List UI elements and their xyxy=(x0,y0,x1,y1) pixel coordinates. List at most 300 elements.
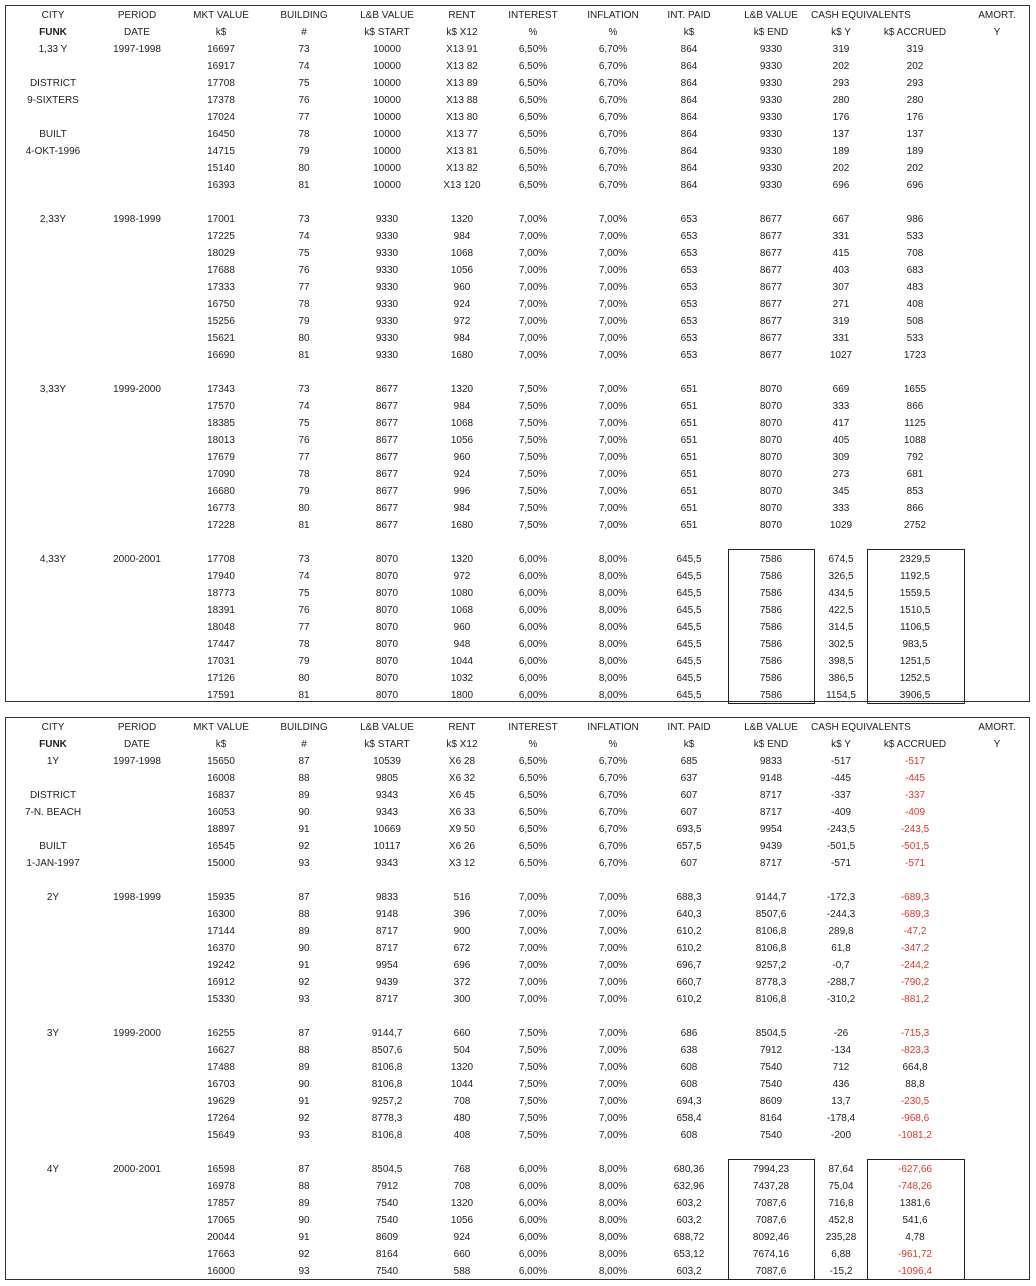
cash-accrued-cell: -1096,4 xyxy=(898,1266,932,1277)
lb-value-end-cell: 8070 xyxy=(759,486,783,497)
cash-y-cell: -337 xyxy=(830,790,851,801)
lb-value-start-cell: 8164 xyxy=(375,1249,399,1260)
inflation-cell: 7,00% xyxy=(598,503,628,514)
table-row xyxy=(6,957,1029,974)
cash-y-cell: 674,5 xyxy=(828,554,854,565)
period-label: 2,33Y xyxy=(39,214,67,225)
table-row xyxy=(6,75,1029,92)
int-paid-cell: 608 xyxy=(680,1130,698,1141)
interest-cell: 7,50% xyxy=(518,486,548,497)
inflation-cell: 8,00% xyxy=(598,1181,628,1192)
lb-value-start-cell: 9330 xyxy=(375,350,399,361)
column-header-lb-value-start: L&B VALUE xyxy=(360,722,414,733)
lb-value-end-cell: 8070 xyxy=(759,452,783,463)
inflation-cell: 8,00% xyxy=(598,1266,628,1277)
cash-y-cell: 280 xyxy=(832,95,850,106)
mkt-value-cell: 16300 xyxy=(207,909,235,920)
inflation-cell: 8,00% xyxy=(598,605,628,616)
rent-cell: 768 xyxy=(453,1164,471,1175)
lb-value-end-cell: 7540 xyxy=(759,1130,783,1141)
rent-cell: X13 77 xyxy=(446,129,478,140)
mkt-value-cell: 15256 xyxy=(207,316,235,327)
column-header-mkt-value: MKT VALUE xyxy=(193,722,249,733)
lb-value-start-cell: 9330 xyxy=(375,299,399,310)
lb-value-start-cell: 10000 xyxy=(373,112,401,123)
interest-cell: 6,50% xyxy=(518,807,548,818)
column-unit-mkt-value: k$ xyxy=(215,27,227,38)
mkt-value-cell: 16255 xyxy=(207,1028,235,1039)
building-cell: 75 xyxy=(298,248,310,259)
cash-y-cell: 302,5 xyxy=(828,639,854,650)
int-paid-cell: 653 xyxy=(680,299,698,310)
cash-accrued-cell: 176 xyxy=(906,112,924,123)
column-header-building: BUILDING xyxy=(280,722,328,733)
rent-cell: 372 xyxy=(453,977,471,988)
building-cell: 75 xyxy=(298,588,310,599)
cash-y-cell: 293 xyxy=(832,78,850,89)
lb-value-start-cell: 10000 xyxy=(373,163,401,174)
int-paid-cell: 653 xyxy=(680,265,698,276)
lb-value-start-cell: 10000 xyxy=(373,180,401,191)
cash-y-cell: 386,5 xyxy=(828,673,854,684)
lb-value-end-cell: 9330 xyxy=(759,95,783,106)
lb-value-start-cell: 8070 xyxy=(375,571,399,582)
building-cell: 73 xyxy=(298,554,310,565)
building-cell: 91 xyxy=(298,824,310,835)
column-unit-rent: k$ X12 xyxy=(446,739,478,750)
int-paid-cell: 653 xyxy=(680,282,698,293)
building-cell: 81 xyxy=(298,520,310,531)
mkt-value-cell: 17090 xyxy=(207,469,235,480)
building-cell: 76 xyxy=(298,435,310,446)
mkt-value-cell: 17591 xyxy=(207,690,235,701)
int-paid-cell: 686 xyxy=(680,1028,698,1039)
cash-accrued-cell: 533 xyxy=(906,231,924,242)
mkt-value-cell: 16053 xyxy=(207,807,235,818)
mkt-value-cell: 17225 xyxy=(207,231,235,242)
table-row xyxy=(6,821,1029,838)
interest-cell: 7,50% xyxy=(518,435,548,446)
rent-cell: 696 xyxy=(453,960,471,971)
period-date: 1999-2000 xyxy=(113,384,161,395)
cash-y-cell: 13,7 xyxy=(831,1096,851,1107)
column-header-inflation: INFLATION xyxy=(587,10,639,21)
cash-y-cell: 716,8 xyxy=(828,1198,854,1209)
rent-cell: 480 xyxy=(453,1113,471,1124)
column-header-lb-value-end: L&B VALUE xyxy=(744,10,798,21)
column-header-lb-value-start: L&B VALUE xyxy=(360,10,414,21)
cash-accrued-cell: 541,6 xyxy=(902,1215,928,1226)
lb-value-start-cell: 9330 xyxy=(375,316,399,327)
mkt-value-cell: 16837 xyxy=(207,790,235,801)
inflation-cell: 8,00% xyxy=(598,588,628,599)
int-paid-cell: 603,2 xyxy=(676,1198,702,1209)
building-cell: 78 xyxy=(298,129,310,140)
rent-cell: X13 82 xyxy=(446,61,478,72)
lb-value-end-cell: 8677 xyxy=(759,350,783,361)
lb-value-start-cell: 9330 xyxy=(375,265,399,276)
lb-value-end-highlight-box xyxy=(728,549,815,704)
rent-cell: 1680 xyxy=(450,520,474,531)
rent-cell: 1044 xyxy=(450,1079,474,1090)
interest-cell: 6,50% xyxy=(518,841,548,852)
table-row xyxy=(6,1127,1029,1144)
interest-cell: 7,50% xyxy=(518,384,548,395)
column-header-interest: INTEREST xyxy=(508,722,558,733)
city-note: 1-JAN-1997 xyxy=(26,858,80,869)
table-header-row xyxy=(6,719,1029,736)
building-cell: 75 xyxy=(298,78,310,89)
rent-cell: 504 xyxy=(453,1045,471,1056)
cash-accrued-highlight-box xyxy=(867,549,965,704)
cash-accrued-cell: -961,72 xyxy=(898,1249,932,1260)
cash-accrued-cell: -243,5 xyxy=(900,824,930,835)
building-cell: 74 xyxy=(298,401,310,412)
interest-cell: 7,50% xyxy=(518,1062,548,1073)
mkt-value-cell: 17378 xyxy=(207,95,235,106)
table-subheader-row xyxy=(6,24,1029,41)
inflation-cell: 7,00% xyxy=(598,401,628,412)
city-note: DISTRICT xyxy=(29,790,77,801)
period-date: 2000-2001 xyxy=(113,1164,161,1175)
mkt-value-cell: 17343 xyxy=(207,384,235,395)
interest-cell: 6,00% xyxy=(518,571,548,582)
building-cell: 87 xyxy=(298,756,310,767)
interest-cell: 7,50% xyxy=(518,1045,548,1056)
int-paid-cell: 645,5 xyxy=(676,588,702,599)
period-label: 4,33Y xyxy=(39,554,67,565)
lb-value-start-cell: 8070 xyxy=(375,554,399,565)
inflation-cell: 6,70% xyxy=(598,78,628,89)
building-cell: 80 xyxy=(298,673,310,684)
table-header-row xyxy=(6,7,1029,24)
building-cell: 90 xyxy=(298,1079,310,1090)
mkt-value-cell: 17663 xyxy=(207,1249,235,1260)
building-cell: 93 xyxy=(298,858,310,869)
lb-value-start-cell: 9144,7 xyxy=(371,1028,403,1039)
cash-y-cell: 6,88 xyxy=(831,1249,851,1260)
lb-value-start-cell: 9343 xyxy=(375,807,399,818)
cash-y-cell: 667 xyxy=(832,214,850,225)
cash-y-cell: -178,4 xyxy=(826,1113,856,1124)
interest-cell: 6,00% xyxy=(518,1215,548,1226)
building-cell: 76 xyxy=(298,95,310,106)
building-cell: 93 xyxy=(298,994,310,1005)
interest-cell: 7,50% xyxy=(518,452,548,463)
lb-value-end-cell: 7586 xyxy=(759,605,783,616)
lb-value-start-cell: 9343 xyxy=(375,790,399,801)
lb-value-start-cell: 8507,6 xyxy=(371,1045,403,1056)
lb-value-start-cell: 8717 xyxy=(375,943,399,954)
cash-accrued-cell: -244,2 xyxy=(900,960,930,971)
inflation-cell: 8,00% xyxy=(598,1232,628,1243)
rent-cell: 972 xyxy=(453,316,471,327)
lb-value-end-cell: 7586 xyxy=(759,588,783,599)
int-paid-cell: 658,4 xyxy=(676,1113,702,1124)
mkt-value-cell: 17688 xyxy=(207,265,235,276)
mkt-value-cell: 16912 xyxy=(207,977,235,988)
lb-value-end-cell: 7586 xyxy=(759,690,783,701)
cash-y-cell: 202 xyxy=(832,61,850,72)
table-row xyxy=(6,517,1029,534)
interest-cell: 7,00% xyxy=(518,214,548,225)
inflation-cell: 7,00% xyxy=(598,248,628,259)
building-cell: 89 xyxy=(298,790,310,801)
inflation-cell: 6,70% xyxy=(598,756,628,767)
mkt-value-cell: 18013 xyxy=(207,435,235,446)
building-cell: 78 xyxy=(298,469,310,480)
building-cell: 93 xyxy=(298,1266,310,1277)
column-header-period-date: PERIOD xyxy=(117,10,157,21)
inflation-cell: 7,00% xyxy=(598,231,628,242)
interest-cell: 7,50% xyxy=(518,1028,548,1039)
rent-cell: X6 26 xyxy=(448,841,476,852)
cash-accrued-cell: -627,66 xyxy=(898,1164,932,1175)
building-cell: 79 xyxy=(298,486,310,497)
inflation-cell: 8,00% xyxy=(598,1198,628,1209)
interest-cell: 6,50% xyxy=(518,61,548,72)
period-date: 2000-2001 xyxy=(113,554,161,565)
lb-value-start-cell: 8106,8 xyxy=(371,1062,403,1073)
table-row xyxy=(6,753,1029,770)
int-paid-cell: 607 xyxy=(680,790,698,801)
rent-cell: X6 32 xyxy=(448,773,476,784)
building-cell: 93 xyxy=(298,1130,310,1141)
lb-value-start-cell: 8677 xyxy=(375,486,399,497)
cash-y-cell: -26 xyxy=(833,1028,849,1039)
inflation-cell: 6,70% xyxy=(598,790,628,801)
inflation-cell: 7,00% xyxy=(598,469,628,480)
inflation-cell: 7,00% xyxy=(598,350,628,361)
lb-value-end-highlight-box xyxy=(728,1159,815,1280)
cash-accrued-cell: 189 xyxy=(906,146,924,157)
building-cell: 77 xyxy=(298,452,310,463)
lb-value-end-cell: 7087,6 xyxy=(755,1266,787,1277)
column-unit-city-funk: FUNK xyxy=(39,739,67,750)
int-paid-cell: 864 xyxy=(680,146,698,157)
inflation-cell: 6,70% xyxy=(598,95,628,106)
lb-value-start-cell: 10000 xyxy=(373,44,401,55)
interest-cell: 6,00% xyxy=(518,1181,548,1192)
cash-accrued-cell: 293 xyxy=(906,78,924,89)
cash-y-cell: 1029 xyxy=(829,520,853,531)
cash-accrued-cell: -968,6 xyxy=(900,1113,930,1124)
lb-value-start-cell: 8677 xyxy=(375,520,399,531)
cash-accrued-cell: 533 xyxy=(906,333,924,344)
interest-cell: 6,50% xyxy=(518,163,548,174)
column-unit-lb-value-start: k$ START xyxy=(364,27,410,38)
lb-value-start-cell: 9257,2 xyxy=(371,1096,403,1107)
interest-cell: 6,50% xyxy=(518,95,548,106)
lb-value-end-cell: 7540 xyxy=(759,1079,783,1090)
inflation-cell: 8,00% xyxy=(598,690,628,701)
rent-cell: 984 xyxy=(453,231,471,242)
cash-accrued-cell: -823,3 xyxy=(900,1045,930,1056)
cash-y-cell: -134 xyxy=(830,1045,851,1056)
mkt-value-cell: 16773 xyxy=(207,503,235,514)
table-row xyxy=(6,974,1029,991)
cash-accrued-cell: -748,26 xyxy=(898,1181,932,1192)
cash-accrued-cell: 664,8 xyxy=(902,1062,928,1073)
cash-accrued-cell: -501,5 xyxy=(900,841,930,852)
cash-y-cell: 271 xyxy=(832,299,850,310)
inflation-cell: 7,00% xyxy=(598,977,628,988)
int-paid-cell: 651 xyxy=(680,520,698,531)
interest-cell: 6,00% xyxy=(518,588,548,599)
int-paid-cell: 607 xyxy=(680,858,698,869)
int-paid-cell: 685 xyxy=(680,756,698,767)
building-cell: 77 xyxy=(298,282,310,293)
cash-y-cell: 403 xyxy=(832,265,850,276)
cash-y-cell: 417 xyxy=(832,418,850,429)
cash-y-cell: 452,8 xyxy=(828,1215,854,1226)
inflation-cell: 6,70% xyxy=(598,129,628,140)
rent-cell: 924 xyxy=(453,299,471,310)
lb-value-end-cell: 7912 xyxy=(759,1045,783,1056)
interest-cell: 7,00% xyxy=(518,299,548,310)
inflation-cell: 7,00% xyxy=(598,282,628,293)
rent-cell: 924 xyxy=(453,469,471,480)
int-paid-cell: 864 xyxy=(680,129,698,140)
mkt-value-cell: 16978 xyxy=(207,1181,235,1192)
cash-accrued-cell: 202 xyxy=(906,61,924,72)
lb-value-start-cell: 7540 xyxy=(375,1215,399,1226)
interest-cell: 7,00% xyxy=(518,282,548,293)
rent-cell: 948 xyxy=(453,639,471,650)
period-label: 3,33Y xyxy=(39,384,67,395)
int-paid-cell: 640,3 xyxy=(676,909,702,920)
inflation-cell: 7,00% xyxy=(598,960,628,971)
cash-y-cell: 176 xyxy=(832,112,850,123)
rent-cell: 960 xyxy=(453,452,471,463)
lb-value-start-cell: 10539 xyxy=(373,756,401,767)
lb-value-start-cell: 9954 xyxy=(375,960,399,971)
cash-accrued-cell: 1088 xyxy=(903,435,927,446)
cash-y-cell: 436 xyxy=(832,1079,850,1090)
table-row xyxy=(6,483,1029,500)
lb-value-end-cell: 8070 xyxy=(759,520,783,531)
int-paid-cell: 680,36 xyxy=(673,1164,705,1175)
lb-value-end-cell: 8504,5 xyxy=(755,1028,787,1039)
lb-value-end-cell: 7087,6 xyxy=(755,1198,787,1209)
building-cell: 92 xyxy=(298,977,310,988)
cash-y-cell: 319 xyxy=(832,44,850,55)
mkt-value-cell: 15649 xyxy=(207,1130,235,1141)
column-unit-inflation: % xyxy=(608,739,618,750)
lb-value-start-cell: 10000 xyxy=(373,61,401,72)
cash-accrued-cell: 983,5 xyxy=(902,639,928,650)
column-unit-inflation: % xyxy=(608,27,618,38)
lb-value-start-cell: 9330 xyxy=(375,248,399,259)
lb-value-end-cell: 8717 xyxy=(759,807,783,818)
inflation-cell: 7,00% xyxy=(598,265,628,276)
inflation-cell: 7,00% xyxy=(598,384,628,395)
cash-accrued-cell: 1559,5 xyxy=(899,588,931,599)
rent-cell: 996 xyxy=(453,486,471,497)
lb-value-end-cell: 8070 xyxy=(759,435,783,446)
rent-cell: X13 81 xyxy=(446,146,478,157)
int-paid-cell: 657,5 xyxy=(676,841,702,852)
building-cell: 78 xyxy=(298,639,310,650)
int-paid-cell: 694,3 xyxy=(676,1096,702,1107)
table-row xyxy=(6,398,1029,415)
building-cell: 88 xyxy=(298,1045,310,1056)
lb-value-start-cell: 10000 xyxy=(373,129,401,140)
interest-cell: 6,50% xyxy=(518,112,548,123)
lb-value-end-cell: 9330 xyxy=(759,112,783,123)
table-row xyxy=(6,1059,1029,1076)
column-header-amort: AMORT. xyxy=(978,722,1016,733)
building-cell: 87 xyxy=(298,892,310,903)
int-paid-cell: 864 xyxy=(680,163,698,174)
building-cell: 79 xyxy=(298,146,310,157)
lb-value-end-cell: 9330 xyxy=(759,129,783,140)
table-row xyxy=(6,313,1029,330)
lb-value-start-cell: 8070 xyxy=(375,639,399,650)
mkt-value-cell: 18048 xyxy=(207,622,235,633)
cash-accrued-cell: 792 xyxy=(906,452,924,463)
cash-y-cell: 307 xyxy=(832,282,850,293)
rent-cell: 1080 xyxy=(450,588,474,599)
mkt-value-cell: 15621 xyxy=(207,333,235,344)
cash-accrued-cell: 202 xyxy=(906,163,924,174)
cash-accrued-cell: -715,3 xyxy=(900,1028,930,1039)
int-paid-cell: 688,3 xyxy=(676,892,702,903)
int-paid-cell: 637 xyxy=(680,773,698,784)
int-paid-cell: 653 xyxy=(680,214,698,225)
lb-value-end-cell: 8677 xyxy=(759,282,783,293)
rent-cell: X13 80 xyxy=(446,112,478,123)
building-cell: 80 xyxy=(298,503,310,514)
int-paid-cell: 608 xyxy=(680,1062,698,1073)
column-unit-cash-y: k$ Y xyxy=(831,739,851,750)
cash-accrued-cell: -1081,2 xyxy=(898,1130,932,1141)
mkt-value-cell: 16000 xyxy=(207,1266,235,1277)
lb-value-start-cell: 7540 xyxy=(375,1198,399,1209)
mkt-value-cell: 16690 xyxy=(207,350,235,361)
cash-accrued-cell: 853 xyxy=(906,486,924,497)
int-paid-cell: 645,5 xyxy=(676,571,702,582)
table-row xyxy=(6,296,1029,313)
building-cell: 92 xyxy=(298,1249,310,1260)
mkt-value-cell: 17708 xyxy=(207,554,235,565)
rent-cell: 1320 xyxy=(450,214,474,225)
cash-y-cell: 235,28 xyxy=(825,1232,857,1243)
lb-value-end-cell: 8677 xyxy=(759,299,783,310)
table-row xyxy=(6,500,1029,517)
lb-value-end-cell: 8677 xyxy=(759,316,783,327)
inflation-cell: 6,70% xyxy=(598,163,628,174)
inflation-cell: 6,70% xyxy=(598,61,628,72)
cash-accrued-cell: -689,3 xyxy=(900,909,930,920)
mkt-value-cell: 16680 xyxy=(207,486,235,497)
inflation-cell: 7,00% xyxy=(598,994,628,1005)
lb-value-end-cell: 7087,6 xyxy=(755,1215,787,1226)
inflation-cell: 7,00% xyxy=(598,1062,628,1073)
mkt-value-cell: 17940 xyxy=(207,571,235,582)
lb-value-end-cell: 8717 xyxy=(759,858,783,869)
rent-cell: X6 45 xyxy=(448,790,476,801)
building-table-sixters xyxy=(5,5,1030,702)
inflation-cell: 6,70% xyxy=(598,807,628,818)
table-row xyxy=(6,41,1029,58)
cash-accrued-cell: -337 xyxy=(904,790,925,801)
table-row xyxy=(6,347,1029,364)
table-row xyxy=(6,228,1029,245)
lb-value-start-cell: 7540 xyxy=(375,1266,399,1277)
building-cell: 87 xyxy=(298,1164,310,1175)
interest-cell: 7,00% xyxy=(518,909,548,920)
